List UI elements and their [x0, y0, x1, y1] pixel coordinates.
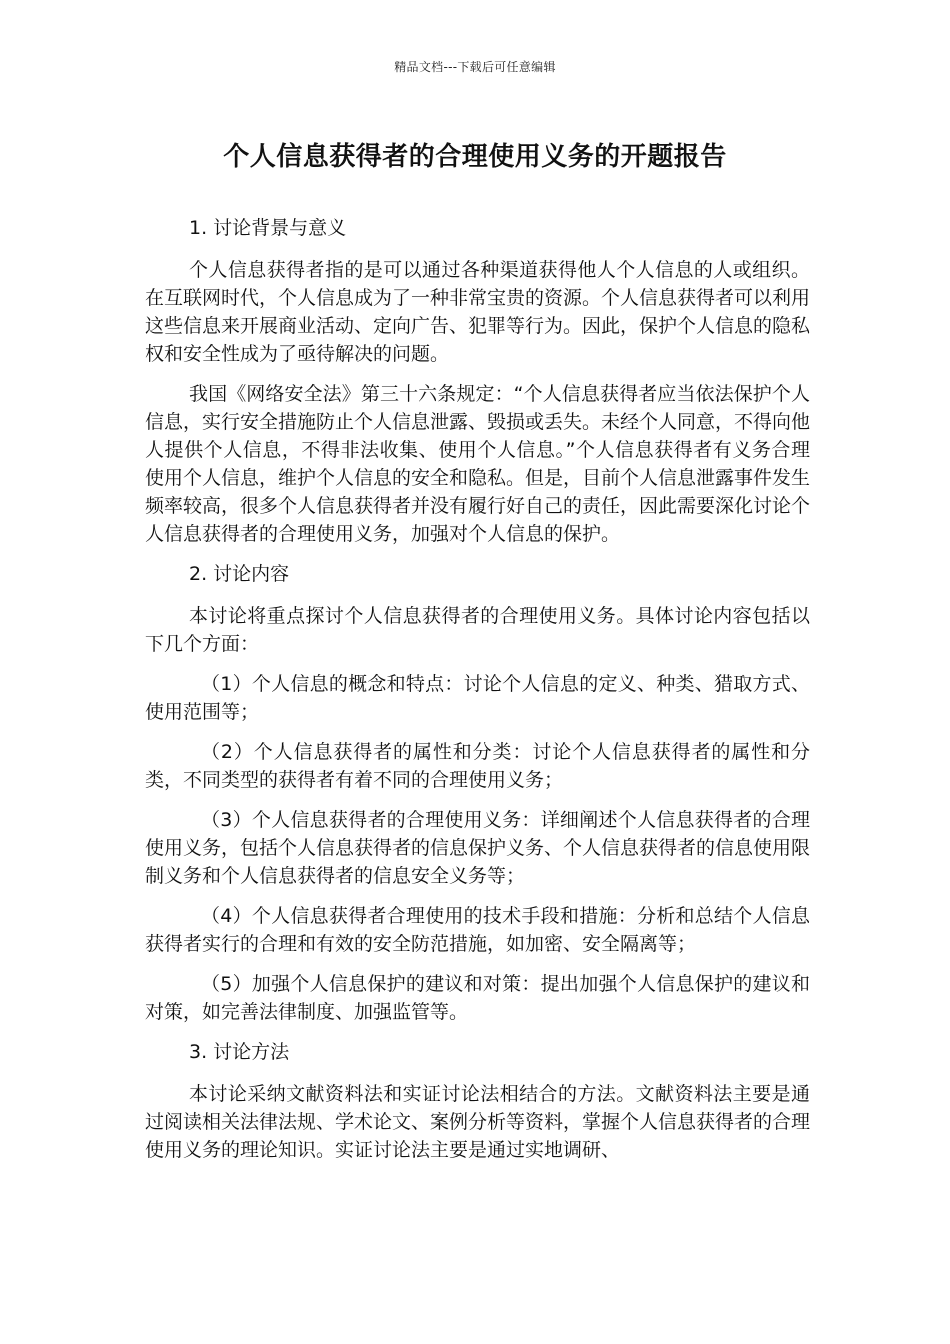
- document-title: 个人信息获得者的合理使用义务的开题报告: [223, 142, 727, 172]
- list-item: （2）个人信息获得者的属性和分类：讨论个人信息获得者的属性和分类，不同类型的获得者有着不同的合理使用义务；: [145, 741, 810, 791]
- list-item: （5）加强个人信息保护的建议和对策：提出加强个人信息保护的建议和对策，如完善法律制度、加强监管等。: [145, 973, 810, 1023]
- paragraph: 我国《网络安全法》第三十六条规定：“个人信息获得者应当依法保护个人信息，实行安全措施防止个人信息泄露、毁损或丢失。未经个人同意，不得向他人提供个人信息，不得非法收集、使用个人信息。”个人信息获得者有义务合理使用个人信息，维护个人信息的安全和隐私。但是，目前个人信息泄露事件发生频率较高，很多个人信息获得者并没有履行好自己的责任，因此需要深化讨论个人信息获得者的合理使用义务，加强对个人信息的保护。: [145, 383, 811, 545]
- page-header: 精品文档---下载后可任意编辑: [394, 60, 556, 74]
- list-item: （4）个人信息获得者合理使用的技术手段和措施：分析和总结个人信息获得者实行的合理和有效的安全防范措施，如加密、安全隔离等；: [145, 905, 810, 955]
- section-heading-content: 2. 讨论内容: [189, 563, 290, 585]
- document-body: [145, 214, 810, 1176]
- list-item: （3）个人信息获得者的合理使用义务：详细阐述个人信息获得者的合理使用义务，包括个人信息获得者的信息保护义务、个人信息获得者的信息使用限制义务和个人信息获得者的信息安全义务等；: [145, 809, 811, 887]
- paragraph: 个人信息获得者指的是可以通过各种渠道获得他人个人信息的人或组织。在互联网时代，个人信息成为了一种非常宝贵的资源。个人信息获得者可以利用这些信息来开展商业活动、定向广告、犯罪等行为。因此，保护个人信息的隐私权和安全性成为了亟待解决的问题。: [145, 259, 811, 365]
- section-heading-background: 1. 讨论背景与意义: [189, 217, 347, 239]
- section-heading-method: 3. 讨论方法: [189, 1041, 290, 1063]
- list-item: （1）个人信息的概念和特点：讨论个人信息的定义、种类、猎取方式、使用范围等；: [145, 673, 810, 723]
- paragraph: 本讨论将重点探讨个人信息获得者的合理使用义务。具体讨论内容包括以下几个方面：: [145, 605, 810, 655]
- paragraph: 本讨论采纳文献资料法和实证讨论法相结合的方法。文献资料法主要是通过阅读相关法律法规、学术论文、案例分析等资料，掌握个人信息获得者的合理使用义务的理论知识。实证讨论法主要是通过实地调研、: [145, 1083, 811, 1161]
